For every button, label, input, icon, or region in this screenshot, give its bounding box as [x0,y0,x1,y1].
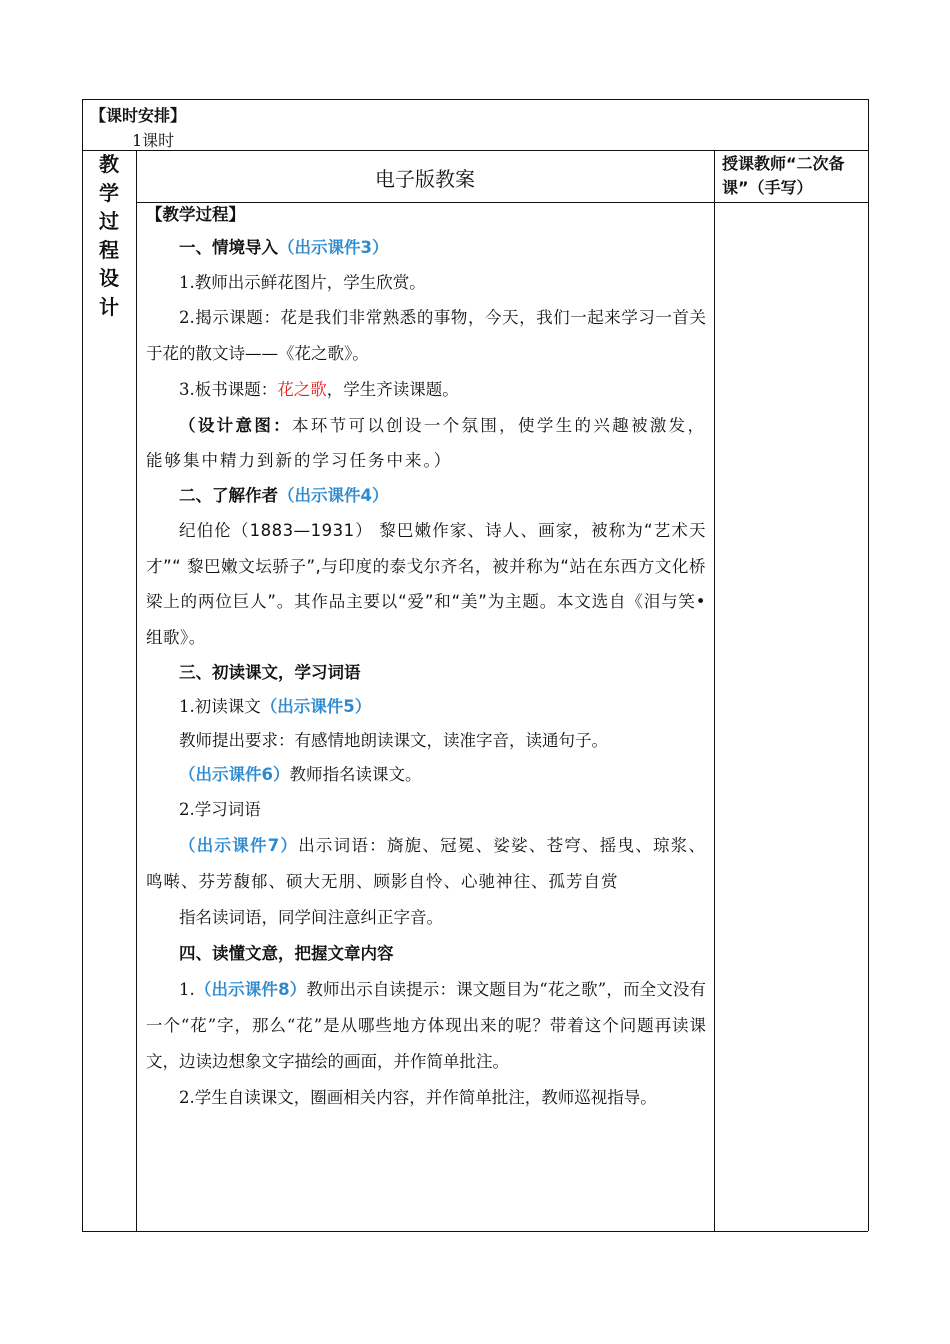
vocabulary-paragraph: （出示课件7）出示词语：旖旎、冠冕、娑娑、苍穹、摇曳、琼浆、鸣啭、芬芳馥郁、硕大无朋、顾影自怜、心驰神往、孤芳自赏 [146,836,707,891]
vertical-section-title [82,150,136,321]
paragraph: 2.学生自读课文，圈画相关内容，并作简单批注，教师巡视指导。 [179,1088,657,1107]
table-border-top [82,99,868,100]
design-intent: （设计意图：本环节可以创设一个氛围，使学生的兴趣被激发，能够集中精力到新的学习任务中来。） [146,416,707,470]
vertical-title-char: 学 [99,180,119,205]
courseware-ref: （出示课件8） [194,980,307,999]
vertical-title-char: 计 [99,294,119,319]
courseware-ref: （出示课件7） [179,836,299,855]
vertical-title-char: 设 [99,266,119,290]
teacher-notes-column-title: 授课教师“二次备课”（手写） [722,154,845,197]
paragraph: 2.揭示课题：花是我们非常熟悉的事物，今天，我们一起来学习一首关于花的散文诗——《花之歌》。 [146,308,706,363]
paragraph: 1.教师出示鲜花图片，学生欣赏。 [179,273,426,292]
schedule-label: 【课时安排】 [90,106,187,125]
paragraph: 教师提出要求：有感情地朗读课文，读准字音，读通句子。 [179,731,608,750]
board-title: 花之歌 [277,380,327,399]
section-1-title: 一、情境导入 [179,238,278,257]
section-2-heading [146,478,706,513]
paragraph: 2.学习词语 [179,800,261,819]
courseware-ref: （出示课件4） [278,486,389,505]
table-border-bottom [82,1231,868,1232]
courseware-ref: （出示课件6） [179,765,290,784]
design-intent-label: （设计意图： [179,416,292,435]
courseware-ref: （出示课件5） [260,697,372,716]
vertical-title-char: 程 [99,237,119,262]
lesson-content [146,200,706,1116]
section-4-title: 四、读懂文意，把握文章内容 [179,944,394,963]
paragraph: 3.板书课题：花之歌，学生齐读课题。 [179,380,459,399]
paragraph: 1.（出示课件8）教师出示自读提示：课文题目为“花之歌”，而全文没有一个“花”字，那么“花”是从哪些地方体现出来的呢？带着这个问题再读课文，边读边想象文字描绘的画面，并作简单批注。 [146,980,707,1071]
table-divider-sidebar [136,150,137,1231]
paragraph: 1.初读课文（出示课件5） [179,697,372,716]
section-2-title: 二、了解作者 [179,486,278,505]
section-1-heading [146,230,706,265]
courseware-ref: （出示课件3） [278,238,389,257]
section-3-title: 三、初读课文，学习词语 [179,663,361,682]
table-divider-notes [714,150,715,1231]
table-border-right [868,99,869,1231]
paragraph: （出示课件6）教师指名读课文。 [179,765,422,784]
schedule-value: 1课时 [132,131,175,150]
table-divider-header [82,150,868,151]
main-column-title: 电子版教案 [375,167,475,191]
vertical-title-char: 教 [99,152,119,176]
vertical-title-char: 过 [99,209,119,233]
paragraph: 指名读词语，同学间注意纠正字音。 [179,908,443,927]
process-heading: 【教学过程】 [146,205,245,224]
author-paragraph: 纪伯伦（1883—1931） 黎巴嫩作家、诗人、画家，被称为“艺术天才”“ 黎巴嫩文坛骄子”,与印度的泰戈尔齐名，被并称为“站在东西方文化桥梁上的两位巨人”。其作品主要以“爱”和“美”为主题。本文选自《泪与笑•组歌》。 [146,521,706,647]
